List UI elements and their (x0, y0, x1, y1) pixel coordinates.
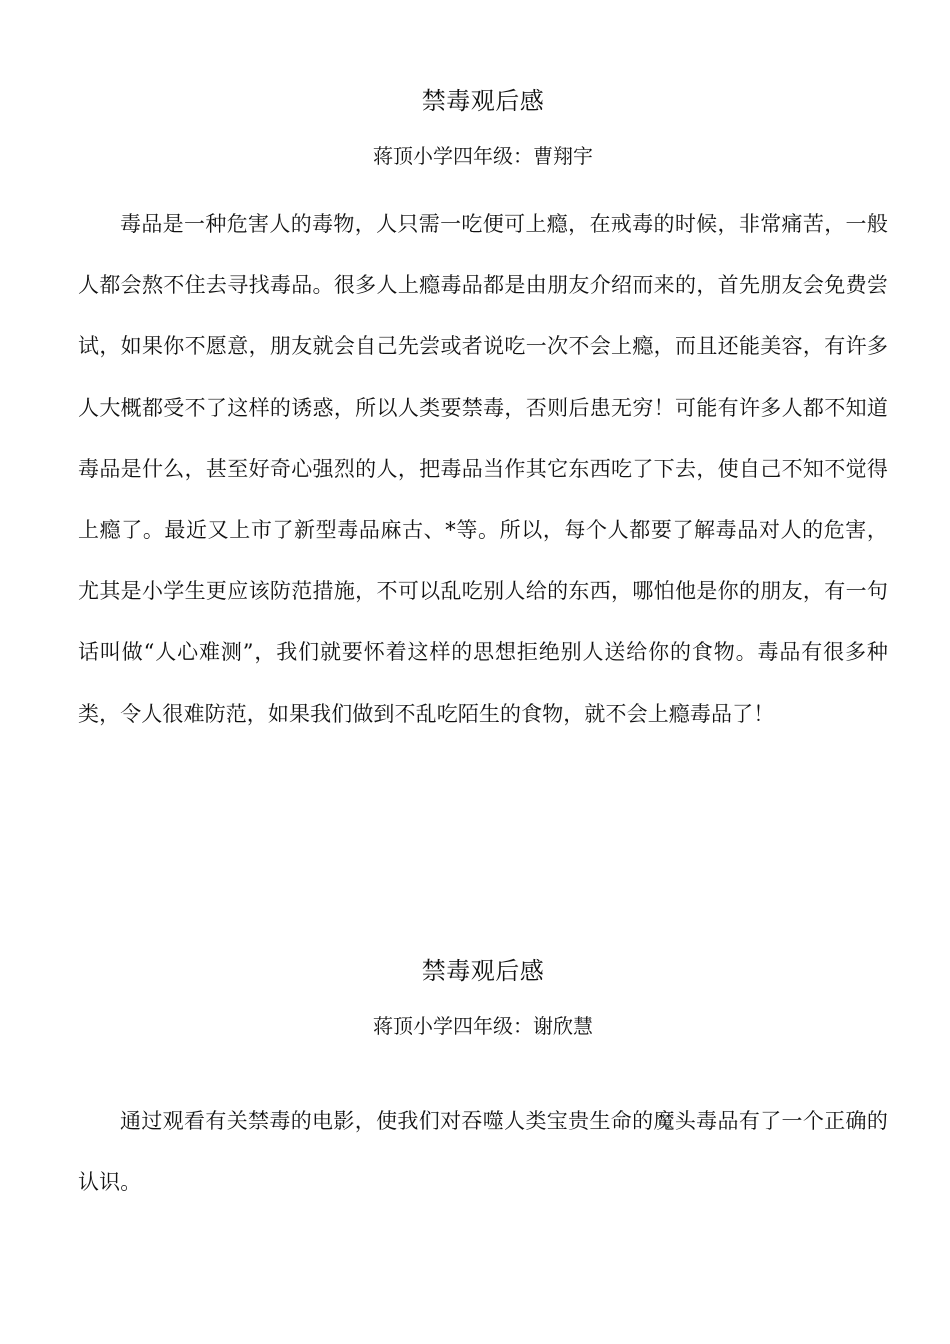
essay-body: 通过观看有关禁毒的电影，使我们对吞噬人类宝贵生命的魔头毒品有了一个正确的认识。 (78, 1109, 888, 1195)
essay-byline: 蒋顶小学四年级：谢欣慧 (373, 1014, 593, 1038)
essay-title: 禁毒观后感 (421, 87, 545, 115)
essay-title: 禁毒观后感 (421, 957, 545, 985)
essay-byline: 蒋顶小学四年级：曹翔宇 (373, 144, 593, 168)
essay-1 (78, 84, 888, 745)
essay-body: 毒品是一种危害人的毒物，人只需一吃便可上瘾，在戒毒的时候，非常痛苦，一般人都会熬不住去寻找毒品。很多人上瘾毒品都是由朋友介绍而来的，首先朋友会免费尝试，如果你不愿意，朋友就会自己先尝或者说吃一次不会上瘾，而且还能美容，有许多人大概都受不了这样的诱惑，所以人类要禁毒，否则后患无穷！可能有许多人都不知道毒品是什么，甚至好奇心强烈的人，把毒品当作其它东西吃了下去，使自己不知不觉得上瘾了。最近又上市了新型毒品麻古、*等。所以，每个人都要了解毒品对人的危害，尤其是小学生更应该防范措施，不可以乱吃别人给的东西，哪怕他是你的朋友，有一句话叫做“人心难测”，我们就要怀着这样的思想拒绝别人送给你的食物。毒品有很多种类，令人很难防范，如果我们做到不乱吃陌生的食物，就不会上瘾毒品了！ (78, 212, 888, 726)
essay-2 (78, 954, 888, 1213)
